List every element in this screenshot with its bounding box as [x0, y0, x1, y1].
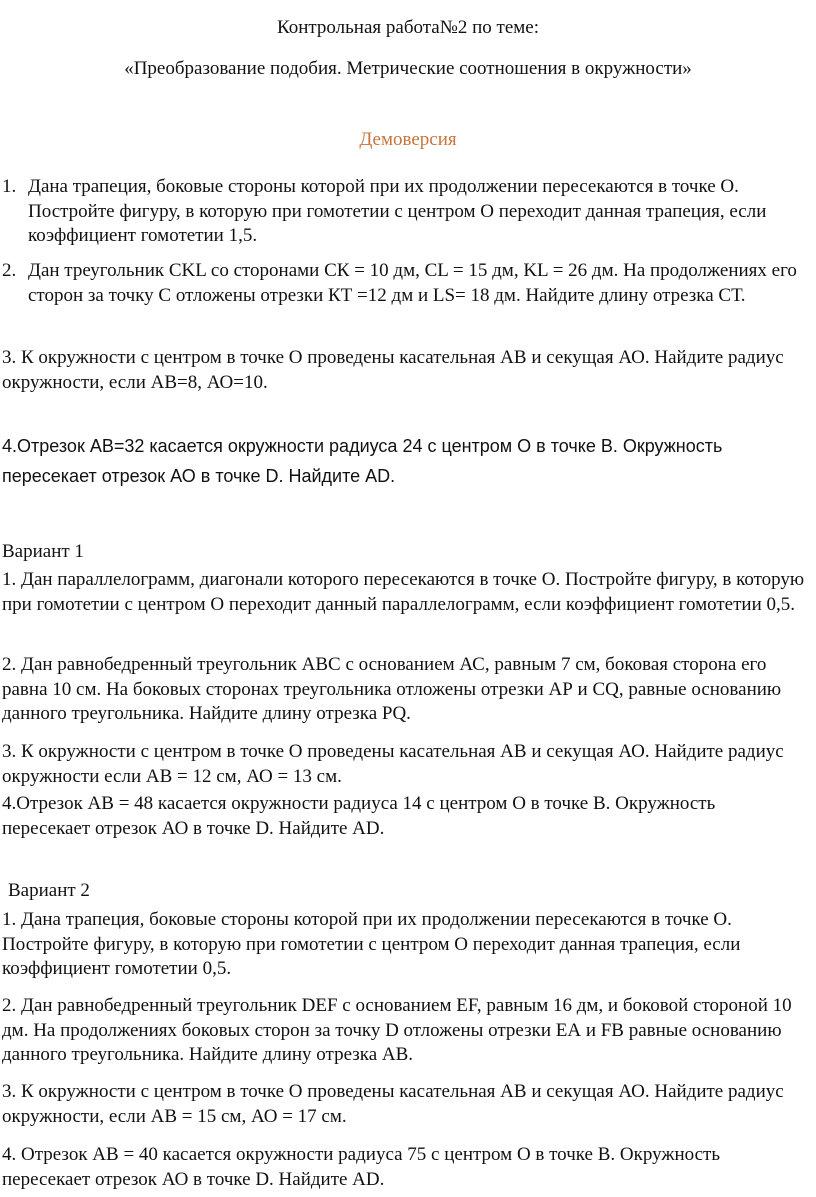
variant2-task-4: 4. Отрезок АВ = 40 касается окружности радиуса 75 с центром О в точке В. Окружность пересекает отрезок АО в точке D. Найдите АD.	[2, 1144, 720, 1190]
demo-item-2	[0, 259, 810, 308]
demo-item-2-text: Дан треугольник CKL со сторонами СК = 10 дм, CL = 15 дм, KL = 26 дм. На продолжениях его сторон за точку С отложены отрезки КТ =12 дм и LS= 18 дм. Найдите длину отрезка СТ.	[28, 260, 797, 306]
demo-label: Демоверсия	[359, 129, 457, 150]
page-subtitle: «Преобразование подобия. Метрические соотношения в окружности»	[124, 58, 692, 79]
variant1-task-1: 1. Дан параллелограмм, диагонали которого пересекаются в точке О. Постройте фигуру, в которую при гомотетии с центром О переходит данный параллелограмм, если коэффициент гомотетии 0,5.	[2, 569, 805, 615]
variant2-title: Вариант 2	[8, 880, 90, 901]
variant1-task-2: 2. Дан равнобедренный треугольник АВС с основанием АС, равным 7 см, боковая сторона его равна 10 см. На боковых сторонах треугольника отложены отрезки АР и CQ, равные основанию данного треугольника. Найдите длину отрезка PQ.	[2, 654, 782, 724]
demo-item-2-number: 2.	[2, 260, 17, 281]
demo-item-1-text: Дана трапеция, боковые стороны которой при их продолжении пересекаются в точке О. Постройте фигуру, в которую при гомотетии с центром О переходит данная трапеция, если коэффициент гомотетии 1,5.	[28, 176, 767, 246]
demo-item-1-number: 1.	[2, 176, 17, 197]
variant2-task-1: 1. Дана трапеция, боковые стороны которой при их продолжении пересекаются в точке О. Постройте фигуру, в которую при гомотетии с центром О переходит данная трапеция, если коэффициент гомотетии 0,5.	[2, 909, 741, 979]
variant1-task-3: 3. К окружности с центром в точке О проведены касательная АВ и секущая АО. Найдите радиус окружности если АВ = 12 см, АО = 13 см.	[2, 741, 784, 787]
variant1-task-4: 4.Отрезок АВ = 48 касается окружности радиуса 14 с центром О в точке В. Окружность пересекает отрезок АО в точке D. Найдите АD.	[2, 793, 716, 839]
page-title: Контрольная работа№2 по теме:	[276, 17, 539, 38]
demo-task-3: 3. К окружности с центром в точке О проведены касательная АВ и секущая АО. Найдите радиус окружности, если АВ=8, АО=10.	[2, 347, 784, 393]
variant2-task-2: 2. Дан равнобедренный треугольник DEF с основанием EF, равным 16 дм, и боковой стороной 10 дм. На продолжениях боковых сторон за точку D отложены отрезки ЕА и FB равные основанию данного треугольника. Найдите длину отрезка АВ.	[2, 995, 792, 1065]
variant1-title: Вариант 1	[2, 541, 84, 562]
demo-task-4: 4.Отрезок АВ=32 касается окружности радиуса 24 с центром О в точке В. Окружность пересекает отрезок АО в точке D. Найдите АD.	[2, 436, 723, 486]
demo-item-1	[0, 175, 810, 249]
variant2-task-3: 3. К окружности с центром в точке О проведены касательная АВ и секущая АО. Найдите радиус окружности, если АВ = 15 см, АО = 17 см.	[2, 1081, 784, 1127]
